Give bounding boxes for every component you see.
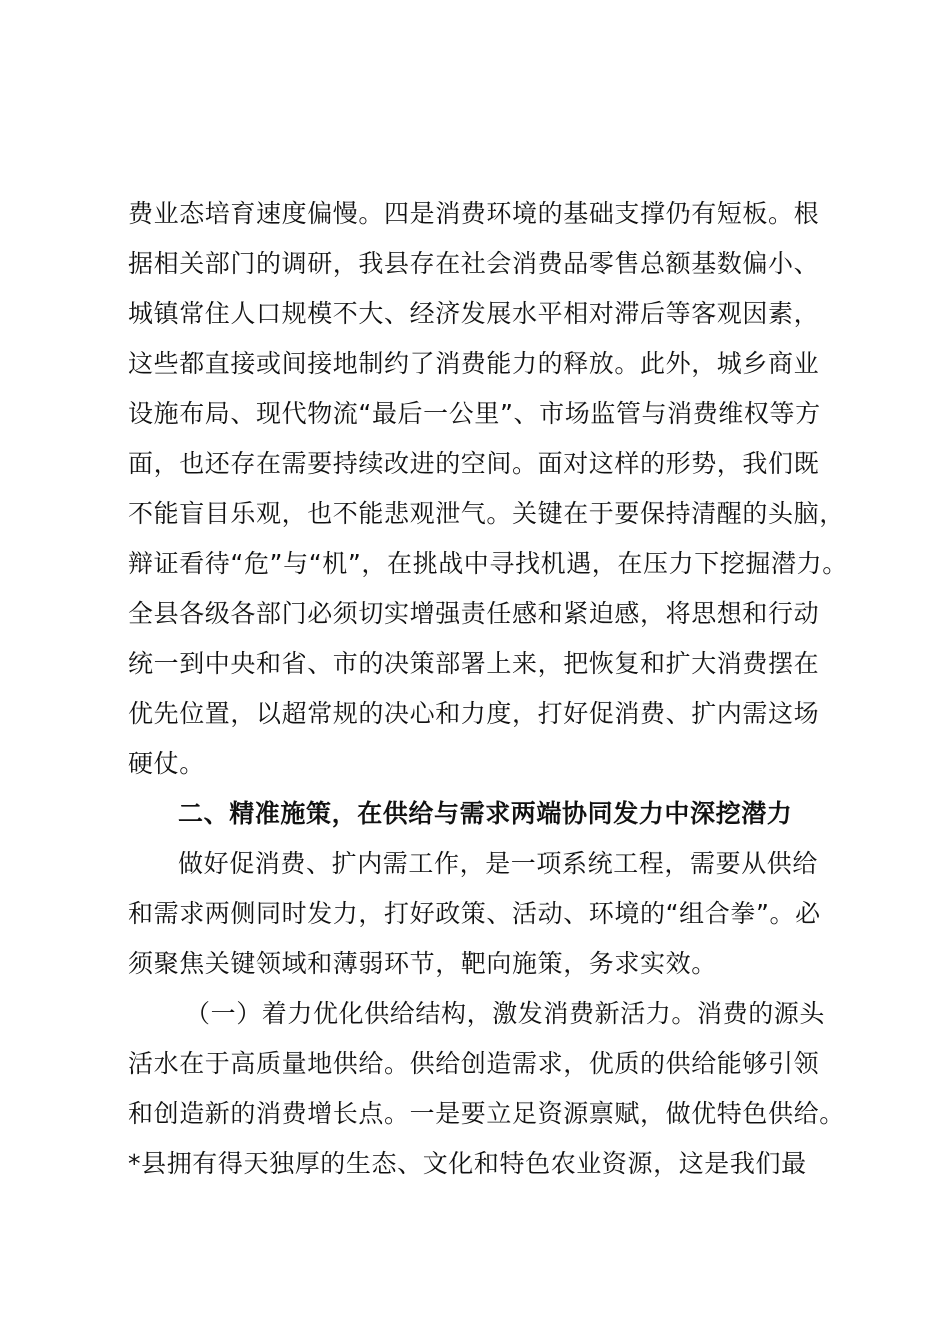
body-text-line: 费业态培育速度偏慢。四是消费环境的基础支撑仍有短板。根 (128, 199, 820, 228)
body-text-line: 据相关部门的调研，我县存在社会消费品零售总额基数偏小、 (128, 249, 820, 278)
body-text-line: 设施布局、现代物流“最后一公里”、市场监管与消费维权等方 (128, 399, 821, 428)
body-text-line: 和创造新的消费增长点。一是要立足资源禀赋，做优特色供给。 (128, 1099, 845, 1128)
body-text-line: 硬仗。 (128, 749, 205, 778)
body-text-line: 面，也还存在需要持续改进的空间。面对这样的形势，我们既 (128, 449, 820, 478)
body-text-line: 做好促消费、扩内需工作，是一项系统工程，需要从供给 (178, 849, 819, 878)
body-text-line: 辩证看待“危”与“机”，在挑战中寻找机遇，在压力下挖掘潜力。 (128, 549, 848, 578)
body-text-line: 活水在于高质量地供给。供给创造需求，优质的供给能够引领 (128, 1049, 820, 1078)
body-text-line: 城镇常住人口规模不大、经济发展水平相对滞后等客观因素， (128, 299, 820, 328)
body-text-line: 优先位置，以超常规的决心和力度，打好促消费、扩内需这场 (128, 699, 820, 728)
body-text-line: 不能盲目乐观，也不能悲观泄气。关键在于要保持清醒的头脑， (128, 499, 845, 528)
body-text-line: 须聚焦关键领域和薄弱环节，靶向施策，务求实效。 (128, 949, 717, 978)
body-text-line: 这些都直接或间接地制约了消费能力的释放。此外，城乡商业 (128, 349, 820, 378)
body-text-line: 全县各级各部门必须切实增强责任感和紧迫感，将思想和行动 (128, 599, 820, 628)
section-heading: 二、精准施策，在供给与需求两端协同发力中深挖潜力 (178, 799, 793, 828)
body-text-line: 和需求两侧同时发力，打好政策、活动、环境的“组合拳”。必 (128, 899, 821, 928)
body-text-line: 统一到中央和省、市的决策部署上来，把恢复和扩大消费摆在 (128, 649, 820, 678)
subsection-text-line: （一）着力优化供给结构，激发消费新活力。消费的源头 (185, 999, 826, 1028)
body-text-line: *县拥有得天独厚的生态、文化和特色农业资源，这是我们最 (128, 1149, 807, 1178)
